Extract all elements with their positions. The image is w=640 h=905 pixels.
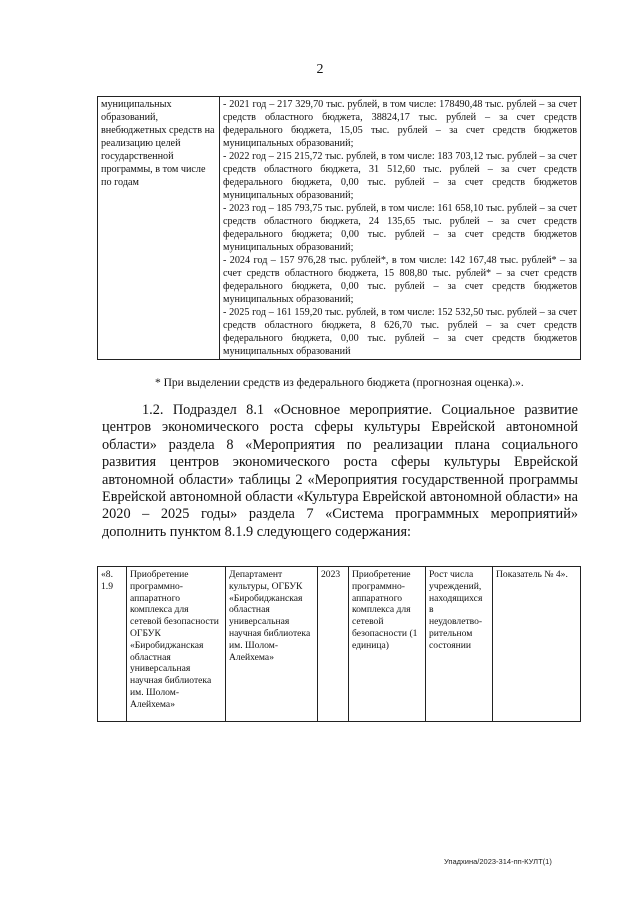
table-row xyxy=(98,567,581,722)
cell-executor: Департамент культуры, ОГБУК «Биробиджанская областная универсальная научная библиотека им. Шолом-Алейхема» xyxy=(226,567,318,722)
year-line-2023: - 2023 год – 185 793,75 тыс. рублей, в том числе: 161 658,10 тыс. рублей – за счет средств областного бюджета, 24 135,65 тыс. рублей – за счет средств федерального бюджета; 0,00 тыс. рублей – за счет средств бюджетов муниципальных образований; xyxy=(223,203,577,253)
measures-table xyxy=(97,566,581,722)
footnote: * При выделении средств из федерального бюджета (прогнозная оценка).». xyxy=(155,377,524,389)
year-line-2021: - 2021 год – 217 329,70 тыс. рублей, в том числе: 178490,48 тыс. рублей – за счет средств областного бюджета, 38824,17 тыс. рублей – за счет средств федерального бюджета, 15,05 тыс. рублей – за счет средств бюджетов муниципальных образований; xyxy=(223,99,577,149)
cell-risk: Рост числа учреждений, находящихся в неудовлетво-рительном состоянии xyxy=(426,567,493,722)
funding-table xyxy=(97,96,581,360)
cell-year: 2023 xyxy=(318,567,349,722)
cell-name: Приобретение программно-аппаратного комплекса для сетевой безопасности ОГБУК «Биробиджанская областная универсальная научная библиотека им. Шолом-Алейхема» xyxy=(127,567,226,722)
page-number: 2 xyxy=(316,62,324,77)
footer-code: Упадхина/2023-314-пп-КУЛТ(1) xyxy=(444,857,552,866)
cell-indicator: Показатель № 4». xyxy=(493,567,581,722)
funding-year-lines xyxy=(220,97,581,360)
cell-number: «8. 1.9 xyxy=(98,567,127,722)
funding-left-label: муниципальных образований, внебюджетных средств на реализацию целей государственной программы, в том числе по годам xyxy=(98,97,220,360)
year-line-2022: - 2022 год – 215 215,72 тыс. рублей, в том числе: 183 703,12 тыс. рублей – за счет средств областного бюджета, 31 512,60 тыс. рублей – за счет средств федерального бюджета, 0,00 тыс. рублей – за счет средств бюджетов муниципальных образований; xyxy=(223,151,577,201)
cell-result: Приобретение программно-аппаратного комплекса для сетевой безопасности (1 единица) xyxy=(349,567,426,722)
year-line-2025: - 2025 год – 161 159,20 тыс. рублей, в том числе: 152 532,50 тыс. рублей – за счет средств областного бюджета, 8 626,70 тыс. рублей – за счет средств федерального бюджета, 0,00 тыс. рублей – за счет средств бюджетов муниципальных образований xyxy=(223,307,577,357)
amendment-paragraph: 1.2. Подраздел 8.1 «Основное мероприятие. Социальное развитие центров экономического роста сферы культуры Еврейской автономной области» раздела 8 «Мероприятия по реализации плана социального развития центров экономического роста сферы культуры Еврейской автономной области» таблицы 2 «Мероприятия государственной программы Еврейской автономной области «Культура Еврейской автономной области» на 2020 – 2025 годы» раздела 7 «Система программных мероприятий» дополнить пунктом 8.1.9 следующего содержания: xyxy=(102,402,578,540)
year-line-2024: - 2024 год – 157 976,28 тыс. рублей*, в том числе: 142 167,48 тыс. рублей* – за счет средств областного бюджета, 15 808,80 тыс. рублей* – за счет средств федерального бюджета, 0,00 тыс. рублей – за счет средств бюджетов муниципальных образований; xyxy=(223,255,577,305)
table-row xyxy=(98,97,581,360)
